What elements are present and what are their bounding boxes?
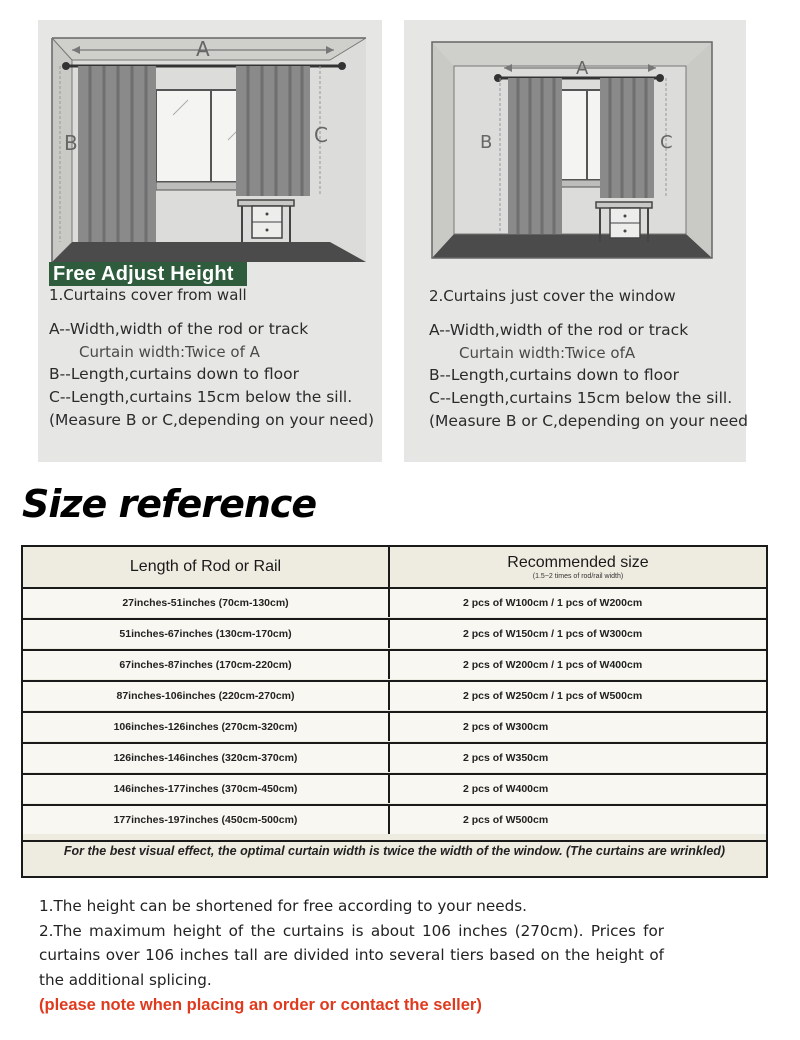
rod-length-cell: 177inches-197inches (450cm-500cm) bbox=[23, 806, 390, 834]
rod-length-cell: 126inches-146inches (320cm-370cm) bbox=[23, 744, 390, 772]
recommended-size-cell: 2 pcs of W350cm bbox=[390, 744, 766, 772]
header-recommended-size-text: Recommended size bbox=[507, 554, 649, 571]
table-row bbox=[23, 618, 766, 648]
curtain-right bbox=[600, 78, 654, 198]
recommended-size-cell: 2 pcs of W400cm bbox=[390, 775, 766, 803]
header-rod-length-text: Length of Rod or Rail bbox=[129, 558, 282, 575]
left-line-c: C--Length,curtains 15cm below the sill. bbox=[49, 388, 353, 406]
table-row bbox=[23, 773, 766, 803]
right-line-b: B--Length,curtains down to floor bbox=[429, 366, 679, 384]
table-row bbox=[23, 680, 766, 710]
room-floor bbox=[52, 242, 366, 262]
note-max-height: 2.The maximum height of the curtains is about 106 inches (270cm). Prices for curtains over 106 inches tall are divided into several tiers based on the height of the additional splicing. bbox=[39, 921, 664, 989]
table-row bbox=[23, 587, 766, 617]
right-heading: 2.Curtains just cover the window bbox=[429, 287, 676, 305]
room-ceiling bbox=[432, 42, 712, 66]
header-recommended-size-note: (1.5~2 times of rod/rail width) bbox=[532, 573, 624, 580]
right-line-c: C--Length,curtains 15cm below the sill. bbox=[429, 389, 733, 407]
recommended-size-cell: 2 pcs of W100cm / 1 pcs of W200cm bbox=[390, 589, 766, 617]
size-reference-table bbox=[21, 545, 768, 878]
table-row bbox=[23, 804, 766, 834]
right-line-a: A--Width,width of the rod or track bbox=[429, 321, 689, 339]
curtain-left bbox=[78, 66, 156, 242]
diagram-panel-cover-from-wall bbox=[38, 20, 382, 462]
room-left-wall bbox=[432, 42, 454, 258]
table-row bbox=[23, 649, 766, 679]
diagram-panel-cover-window bbox=[404, 20, 746, 462]
recommended-size-cell: 2 pcs of W500cm bbox=[390, 806, 766, 834]
curtain-diagram-wall bbox=[38, 20, 382, 262]
table-row bbox=[23, 742, 766, 772]
left-line-a-sub: Curtain width:Twice of A bbox=[79, 343, 260, 361]
rod-length-cell: 146inches-177inches (370cm-450cm) bbox=[23, 775, 390, 803]
free-adjust-height-badge: Free Adjust Height bbox=[49, 262, 247, 286]
label-a: A bbox=[576, 58, 589, 79]
table-footer-note: For the best visual effect, the optimal curtain width is twice the width of the window. (The curtains are wrinkled) bbox=[23, 840, 766, 876]
order-notes bbox=[39, 894, 664, 1018]
table-header bbox=[23, 547, 766, 587]
left-line-measure: (Measure B or C,depending on your need) bbox=[49, 411, 375, 429]
label-c: C bbox=[660, 132, 673, 153]
note-contact-seller-warning: (please note when placing an order or contact the seller) bbox=[39, 996, 482, 1014]
recommended-size-cell: 2 pcs of W250cm / 1 pcs of W500cm bbox=[390, 682, 766, 710]
left-panel-instructions bbox=[49, 286, 379, 432]
label-b: B bbox=[480, 132, 493, 153]
left-line-b: B--Length,curtains down to floor bbox=[49, 365, 299, 383]
rod-length-cell: 27inches-51inches (70cm-130cm) bbox=[23, 589, 390, 617]
room-floor bbox=[432, 234, 712, 258]
curtain-right bbox=[236, 66, 310, 196]
room-right-wall bbox=[686, 42, 712, 258]
right-line-a-sub: Curtain width:Twice ofA bbox=[459, 344, 636, 362]
recommended-size-cell: 2 pcs of W300cm bbox=[390, 713, 766, 741]
recommended-size-cell: 2 pcs of W150cm / 1 pcs of W300cm bbox=[390, 620, 766, 648]
header-recommended-size bbox=[390, 547, 766, 587]
table-row bbox=[23, 711, 766, 741]
rod-length-cell: 67inches-87inches (170cm-220cm) bbox=[23, 651, 390, 679]
note-shorten-height: 1.The height can be shortened for free according to your needs. bbox=[39, 897, 527, 915]
curtain-left bbox=[508, 78, 562, 234]
label-b: B bbox=[64, 131, 78, 155]
recommended-size-cell: 2 pcs of W200cm / 1 pcs of W400cm bbox=[390, 651, 766, 679]
header-rod-length bbox=[23, 547, 390, 587]
label-c: C bbox=[314, 123, 328, 147]
rod-length-cell: 51inches-67inches (130cm-170cm) bbox=[23, 620, 390, 648]
left-heading: 1.Curtains cover from wall bbox=[49, 286, 247, 304]
right-line-measure: (Measure B or C,depending on your need bbox=[429, 412, 748, 430]
curtain-diagram-window bbox=[404, 20, 746, 282]
rod-length-cell: 106inches-126inches (270cm-320cm) bbox=[23, 713, 390, 741]
size-reference-title: Size reference bbox=[22, 482, 317, 526]
label-a: A bbox=[196, 37, 210, 61]
right-panel-instructions bbox=[429, 287, 747, 433]
rod-length-cell: 87inches-106inches (220cm-270cm) bbox=[23, 682, 390, 710]
left-line-a: A--Width,width of the rod or track bbox=[49, 320, 309, 338]
